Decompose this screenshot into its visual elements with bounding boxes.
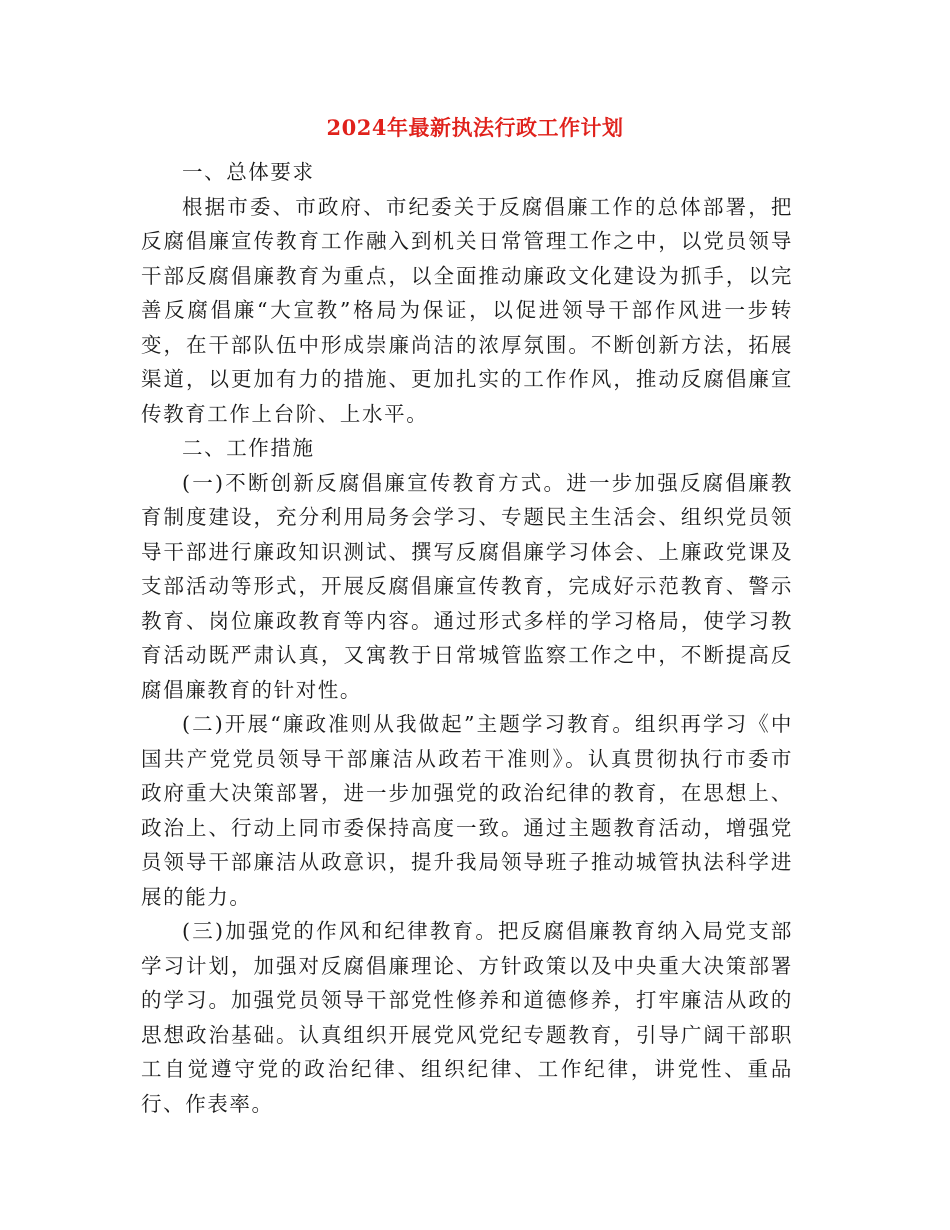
document-title: 2024年最新执法行政工作计划: [326, 115, 624, 140]
section-heading-general-requirements: 一、总体要求: [182, 160, 315, 184]
document-body: [141, 155, 793, 1121]
paragraph-general-requirements: 根据市委、市政府、市纪委关于反腐倡廉工作的总体部署，把反腐倡廉宣传教育工作融入到机关日常管理工作之中，以党员领导干部反腐倡廉教育为重点，以全面推动廉政文化建设为抓手，以完善反腐倡廉“大宣教”格局为保证，以促进领导干部作风进一步转变，在干部队伍中形成崇廉尚洁的浓厚氛围。不断创新方法，拓展渠道，以更加有力的措施、更加扎实的工作作风，推动反腐倡廉宣传教育工作上台阶、上水平。: [141, 194, 793, 426]
paragraph-measure-1: (一)不断创新反腐倡廉宣传教育方式。进一步加强反腐倡廉教育制度建设，充分利用局务会学习、专题民主生活会、组织党员领导干部进行廉政知识测试、撰写反腐倡廉学习体会、上廉政党课及支部活动等形式，开展反腐倡廉宣传教育，完成好示范教育、警示教育、岗位廉政教育等内容。通过形式多样的学习格局，使学习教育活动既严肃认真，又寓教于日常城管监察工作之中，不断提高反腐倡廉教育的针对性。: [141, 470, 793, 702]
section-heading-work-measures: 二、工作措施: [182, 436, 315, 460]
paragraph-measure-2: (二)开展“廉政准则从我做起”主题学习教育。组织再学习《中国共产党党员领导干部廉洁从政若干准则》。认真贯彻执行市委市政府重大决策部署，进一步加强党的政治纪律的教育，在思想上、政治上、行动上同市委保持高度一致。通过主题教育活动，增强党员领导干部廉洁从政意识，提升我局领导班子推动城管执法科学进展的能力。: [141, 712, 793, 909]
paragraph-measure-3: (三)加强党的作风和纪律教育。把反腐倡廉教育纳入局党支部学习计划，加强对反腐倡廉理论、方针政策以及中央重大决策部署的学习。加强党员领导干部党性修养和道德修养，打牢廉洁从政的思想政治基础。认真组织开展党风党纪专题教育，引导广阔干部职工自觉遵守党的政治纪律、组织纪律、工作纪律，讲党性、重品行、作表率。: [141, 919, 793, 1116]
